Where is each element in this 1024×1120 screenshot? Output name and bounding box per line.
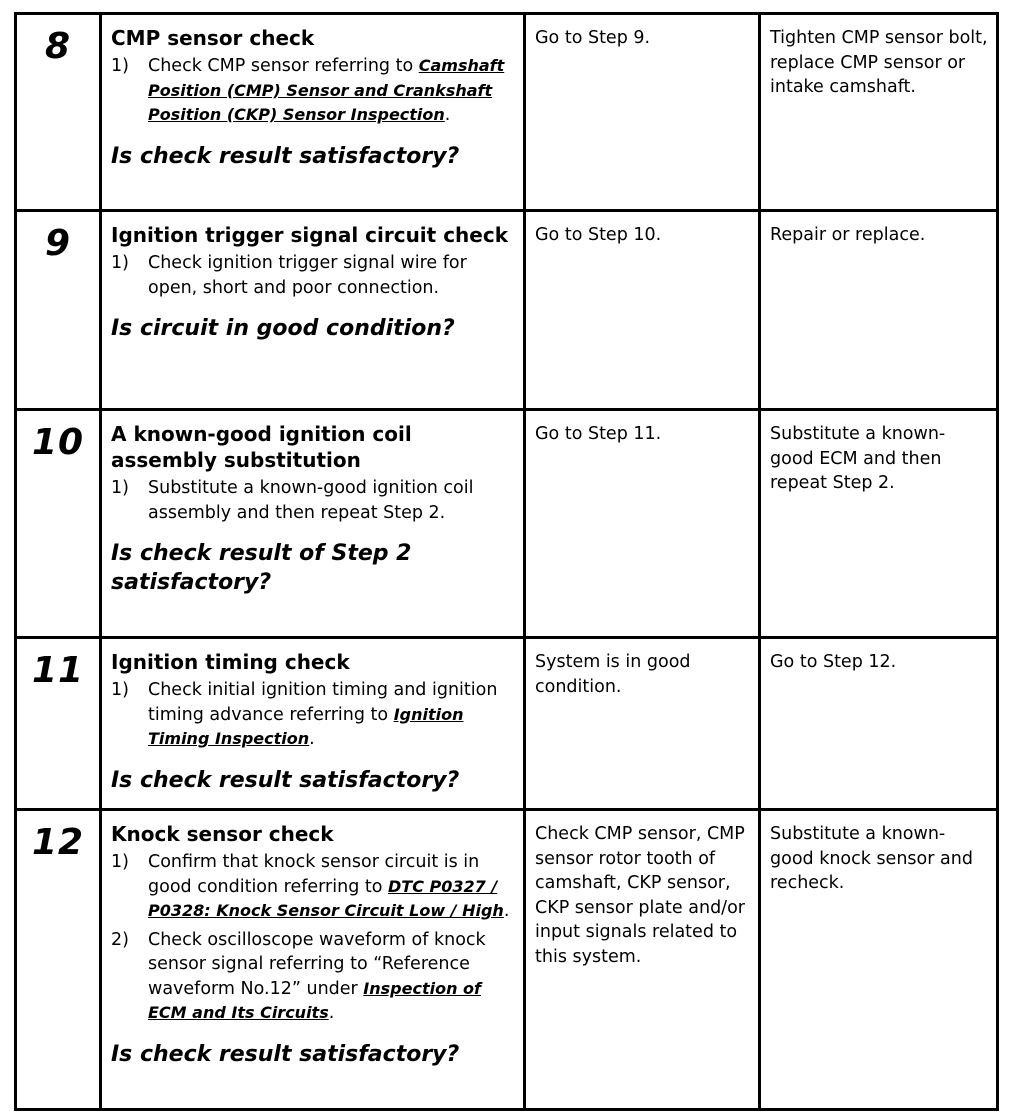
reference-link[interactable]: Inspection of ECM and Its Circuits: [148, 978, 481, 1022]
step-number: 11: [31, 650, 85, 691]
yes-cell: [525, 410, 760, 638]
step-cell: [16, 638, 101, 810]
no-cell: [760, 810, 998, 1110]
action-cell: [101, 638, 525, 810]
step-cell: [16, 14, 101, 211]
action-cell: [101, 410, 525, 638]
reference-link[interactable]: Ignition Timing Inspection: [148, 704, 464, 748]
action-title: Ignition trigger signal circuit check: [111, 223, 509, 247]
no-cell: [760, 14, 998, 211]
no-text: Substitute a known-good knock sensor and recheck.: [770, 824, 973, 893]
check-question: Is check result satisfactory?: [111, 1041, 460, 1067]
yes-cell: [525, 810, 760, 1110]
list-item: 1) Check ignition trigger signal wire for open, short and poor connection.: [111, 253, 467, 298]
no-cell: [760, 211, 998, 410]
table-row: [16, 638, 998, 810]
step-number: 9: [44, 223, 72, 264]
no-cell: [760, 638, 998, 810]
step-cell: [16, 810, 101, 1110]
table-row: [16, 410, 998, 638]
no-text: Tighten CMP sensor bolt, replace CMP sensor or intake camshaft.: [770, 28, 988, 97]
step-number: 10: [31, 422, 85, 463]
yes-cell: [525, 14, 760, 211]
check-question: Is check result of Step 2 satisfactory?: [111, 541, 412, 595]
no-text: Substitute a known-good ECM and then repeat Step 2.: [770, 424, 946, 493]
action-cell: [101, 14, 525, 211]
check-question: Is circuit in good condition?: [111, 316, 455, 341]
step-cell: [16, 211, 101, 410]
action-title: A known-good ignition coil assembly substitution: [111, 422, 412, 472]
step-number: 12: [31, 822, 85, 863]
reference-link[interactable]: Camshaft Position (CMP) Sensor and Crankshaft Position (CKP) Sensor Inspection: [148, 56, 505, 124]
list-item: 1) Confirm that knock sensor circuit is in good condition referring to DTC P0327 / P0328: Knock Sensor Circuit Low / High.: [111, 852, 510, 921]
no-text: Repair or replace.: [770, 225, 926, 245]
yes-text: Go to Step 11.: [535, 424, 662, 444]
table-row: [16, 810, 998, 1110]
list-item: 1) Substitute a known-good ignition coil assembly and then repeat Step 2.: [111, 478, 474, 523]
troubleshooting-table: [14, 12, 999, 1111]
list-item: 2) Check oscilloscope waveform of knock sensor signal referring to “Reference waveform No.12” under Inspection of ECM and Its Circuits.: [111, 929, 486, 1023]
yes-text: System is in good condition.: [535, 652, 691, 697]
action-title: Knock sensor check: [111, 822, 334, 846]
yes-cell: [525, 638, 760, 810]
action-title: CMP sensor check: [111, 26, 315, 50]
yes-text: Check CMP sensor, CMP sensor rotor tooth of camshaft, CKP sensor, CKP sensor plate and/or input signals related to this system.: [535, 824, 745, 967]
yes-text: Go to Step 10.: [535, 225, 662, 245]
no-text: Go to Step 12.: [770, 652, 897, 672]
table-row: [16, 211, 998, 410]
action-cell: [101, 211, 525, 410]
no-cell: [760, 410, 998, 638]
step-cell: [16, 410, 101, 638]
yes-cell: [525, 211, 760, 410]
step-number: 8: [44, 26, 72, 67]
action-cell: [101, 810, 525, 1110]
list-item: 1) Check initial ignition timing and ignition timing advance referring to Ignition Timing Inspection.: [111, 680, 498, 749]
table-row: [16, 14, 998, 211]
reference-link[interactable]: DTC P0327 / P0328: Knock Sensor Circuit Low / High: [148, 876, 504, 920]
check-question: Is check result satisfactory?: [111, 767, 460, 793]
list-item: 1) Check CMP sensor referring to Camshaft Position (CMP) Sensor and Crankshaft Position (CKP) Sensor Inspection.: [111, 56, 505, 125]
yes-text: Go to Step 9.: [535, 28, 651, 48]
check-question: Is check result satisfactory?: [111, 143, 460, 169]
action-title: Ignition timing check: [111, 650, 350, 674]
